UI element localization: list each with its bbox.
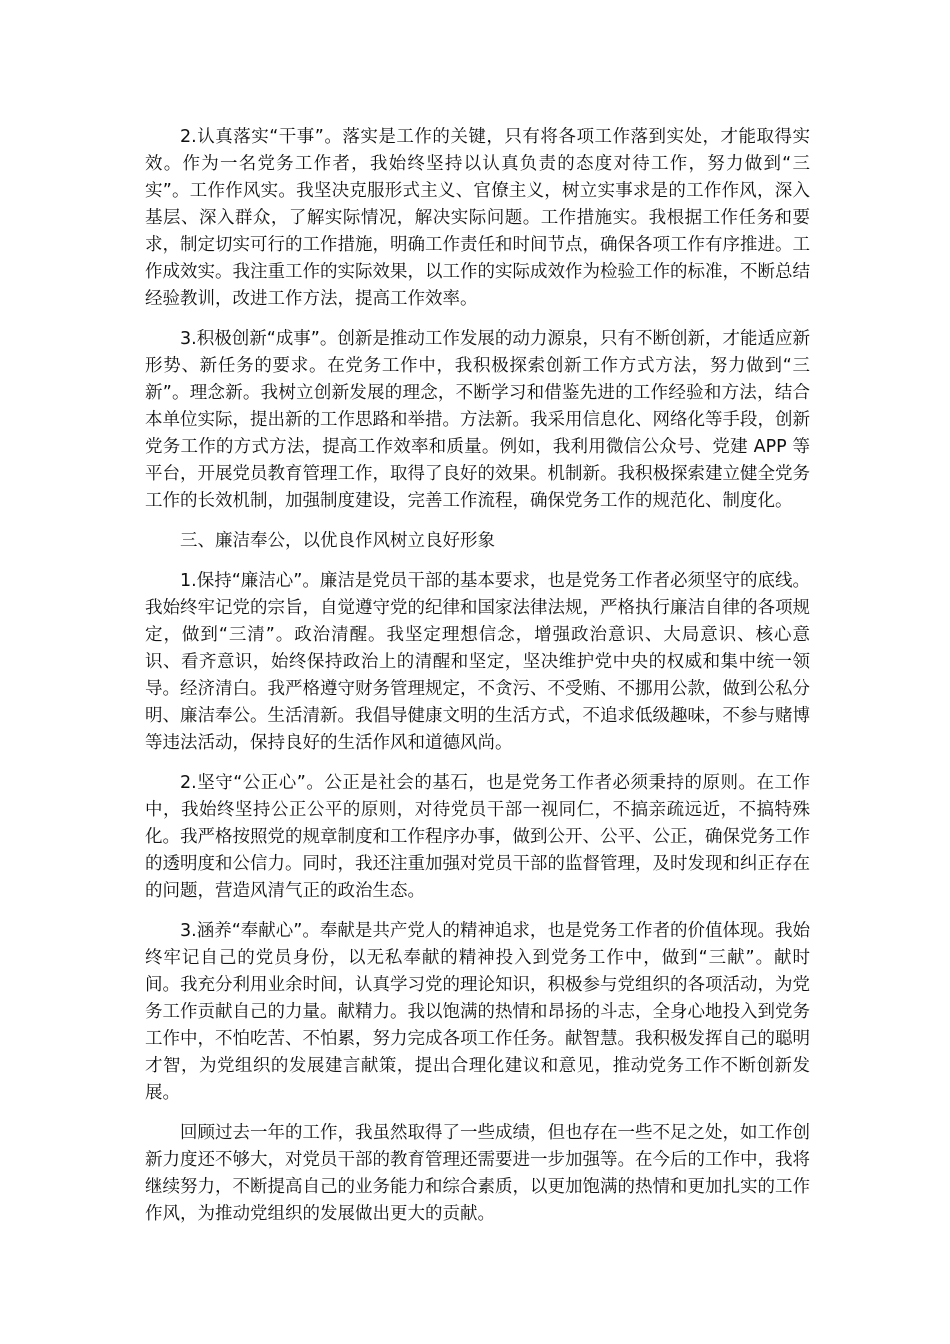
paragraph-gongzhengxin: 2.坚守“公正心”。公正是社会的基石，也是党务工作者必须秉持的原则。在工作中，我始终坚持公正公平的原则，对待党员干部一视同仁，不搞亲疏远近，不搞特殊化。我严格按照党的规章制度和工作程序办事，做到公开、公平、公正，确保党务工作的透明度和公信力。同时，我还注重加强对党员干部的监督管理，及时发现和纠正存在的问题，营造风清气正的政治生态。 — [145, 773, 810, 901]
paragraph-conclusion: 回顾过去一年的工作，我虽然取得了一些成绩，但也存在一些不足之处，如工作创新力度还不够大，对党员干部的教育管理还需要进一步加强等。在今后的工作中，我将继续努力，不断提高自己的业务能力和综合素质，以更加饱满的热情和更加扎实的工作作风，为推动党组织的发展做出更大的贡献。 — [145, 1123, 810, 1224]
paragraph-ganshi: 2.认真落实“干事”。落实是工作的关键，只有将各项工作落到实处，才能取得实效。作为一名党务工作者，我始终坚持以认真负责的态度对待工作，努力做到“三实”。工作作风实。我坚决克服形式主义、官僚主义，树立实事求是的工作作风，深入基层、深入群众，了解实际情况，解决实际问题。工作措施实。我根据工作任务和要求，制定切实可行的工作措施，明确工作责任和时间节点，确保各项工作有序推进。工作成效实。我注重工作的实际效果，以工作的实际成效作为检验工作的标准，不断总结经验教训，改进工作方法，提高工作效率。 — [145, 127, 810, 309]
paragraph-chengshi: 3.积极创新“成事”。创新是推动工作发展的动力源泉，只有不断创新，才能适应新形势、新任务的要求。在党务工作中，我积极探索创新工作方式方法，努力做到“三新”。理念新。我树立创新发展的理念，不断学习和借鉴先进的工作经验和方法，结合本单位实际，提出新的工作思路和举措。方法新。我采用信息化、网络化等手段，创新党务工作的方式方法，提高工作效率和质量。例如，我利用微信公众号、党建 APP 等平台，开展党员教育管理工作，取得了良好的效果。机制新。我积极探索建立健全党务工作的长效机制，加强制度建设，完善工作流程，确保党务工作的规范化、制度化。 — [145, 329, 810, 511]
paragraph-fengxianxin: 3.涵养“奉献心”。奉献是共产党人的精神追求，也是党务工作者的价值体现。我始终牢记自己的党员身份，以无私奉献的精神投入到党务工作中，做到“三献”。献时间。我充分利用业余时间，认真学习党的理论知识，积极参与党组织的各项活动，为党务工作贡献自己的力量。献精力。我以饱满的热情和昂扬的斗志，全身心地投入到党务工作中，不怕吃苦、不怕累，努力完成各项工作任务。献智慧。我积极发挥自己的聪明才智，为党组织的发展建言献策，提出合理化建议和意见，推动党务工作不断创新发展。 — [145, 921, 810, 1103]
document-body — [145, 124, 810, 1241]
paragraph-lianjiexin: 1.保持“廉洁心”。廉洁是党员干部的基本要求，也是党务工作者必须坚守的底线。我始终牢记党的宗旨，自觉遵守党的纪律和国家法律法规，严格执行廉洁自律的各项规定，做到“三清”。政治清醒。我坚定理想信念，增强政治意识、大局意识、核心意识、看齐意识，始终保持政治上的清醒和坚定，坚决维护党中央的权威和集中统一领导。经济清白。我严格遵守财务管理规定，不贪污、不受贿、不挪用公款，做到公私分明、廉洁奉公。生活清新。我倡导健康文明的生活方式，不追求低级趣味，不参与赌博等违法活动，保持良好的生活作风和道德风尚。 — [145, 571, 810, 753]
section-heading-lianjie: 三、廉洁奉公，以优良作风树立良好形象 — [180, 531, 495, 551]
